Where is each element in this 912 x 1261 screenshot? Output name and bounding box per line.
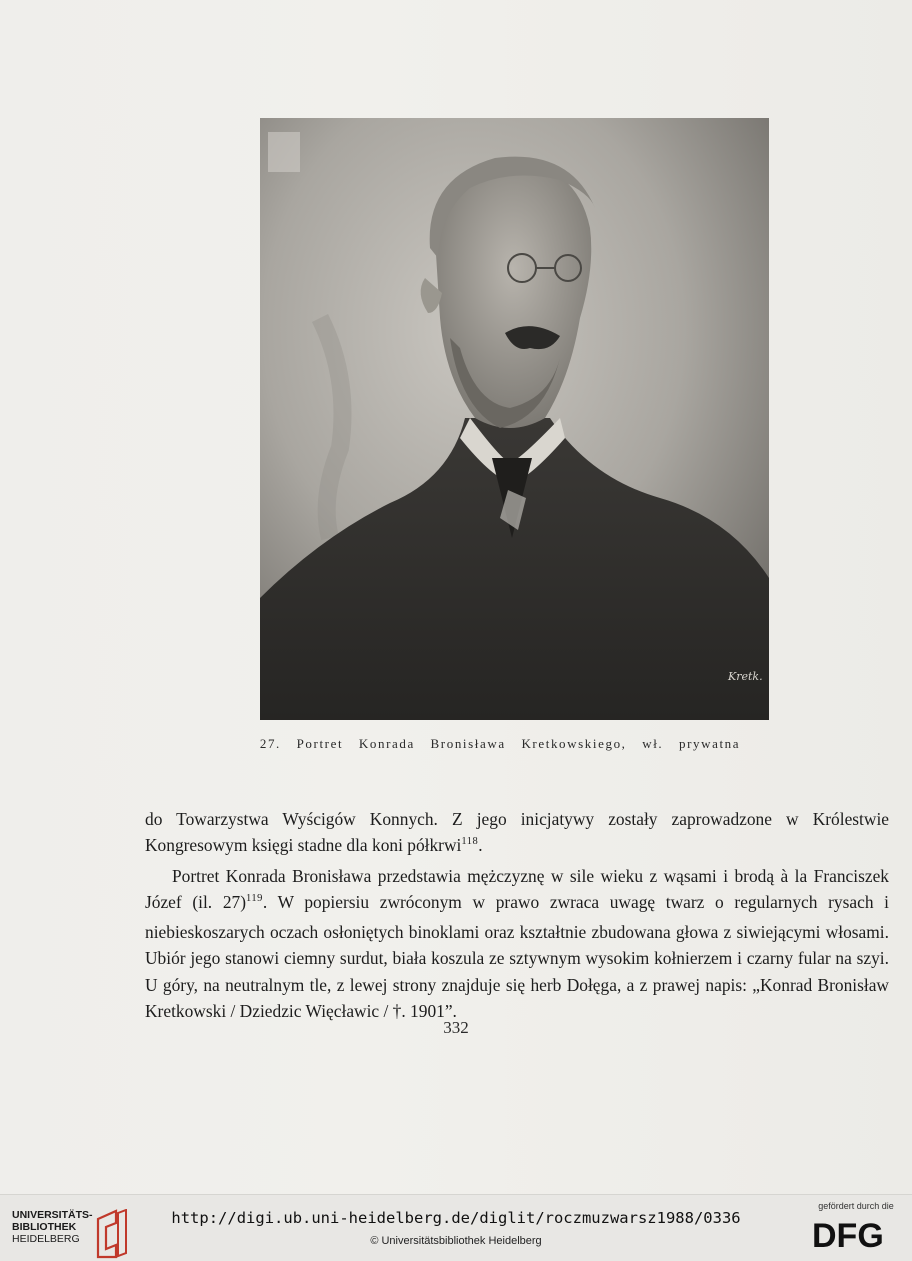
dfg-logo-text: DFG bbox=[812, 1217, 884, 1251]
digitization-footer bbox=[0, 1194, 912, 1261]
funded-by-label: gefördert durch die bbox=[818, 1201, 894, 1211]
copyright-notice: © Universitätsbibliothek Heidelberg bbox=[370, 1235, 542, 1247]
dfg-logo-icon bbox=[812, 1217, 900, 1251]
document-url-link[interactable]: http://digi.ub.uni-heidelberg.de/diglit/roczmuzwarsz1988/0336 bbox=[171, 1209, 741, 1227]
footnote-ref-118: 118 bbox=[461, 836, 479, 848]
library-name-line1: UNIVERSITÄTS- bbox=[12, 1209, 93, 1221]
caption-text: 27. Portret Konrada Bronisława Kretkowskiego, wł. prywatna bbox=[259, 736, 741, 751]
page-number: 332 bbox=[443, 1018, 469, 1037]
paragraph-1 bbox=[145, 806, 889, 863]
library-name-line2: BIBLIOTHEK bbox=[12, 1221, 77, 1233]
footnote-ref-119: 119 bbox=[246, 892, 263, 904]
paragraph-2-text-a: Portret Konrada Bronisława przedstawia mężczyznę w sile wieku z wąsami i brodą à la Franciszek Józef (il. 27) bbox=[145, 865, 889, 912]
library-name-line3: HEIDELBERG bbox=[12, 1233, 80, 1245]
paragraph-2 bbox=[145, 863, 889, 1025]
photo-signature: Kretk. bbox=[728, 670, 763, 683]
portrait-photo bbox=[260, 118, 769, 720]
paragraph-2-text-b: . W popiersiu zwróconym w prawo zwraca uwagę twarz o regularnych rysach i niebieskoszarych oczach osłoniętych binoklami oraz kształtnie zbudowana głowa z siwiejącymi włosami. Ubiór jego stanowi ciemny surdut, biała koszula ze sztywnym wysokim kołnierzem i czarny fular na szyi. U góry, na neutralnym tle, z lewej strony znajduje się herb Dołęga, a z prawej napis: „Konrad Bronisław Kretkowski / Dziedzic Więcławic / †. 1901”. bbox=[145, 891, 890, 1022]
paragraph-1-end: . bbox=[478, 835, 483, 856]
body-text bbox=[145, 806, 889, 1024]
dfg-funding-badge[interactable] bbox=[808, 1201, 904, 1255]
paragraph-1-text: do Towarzystwa Wyścigów Konnych. Z jego inicjatywy zostały zaprowadzone w Królestwie Kongresowym księgi stadne dla koni półkrwi bbox=[145, 809, 889, 856]
figure-caption bbox=[200, 736, 800, 752]
